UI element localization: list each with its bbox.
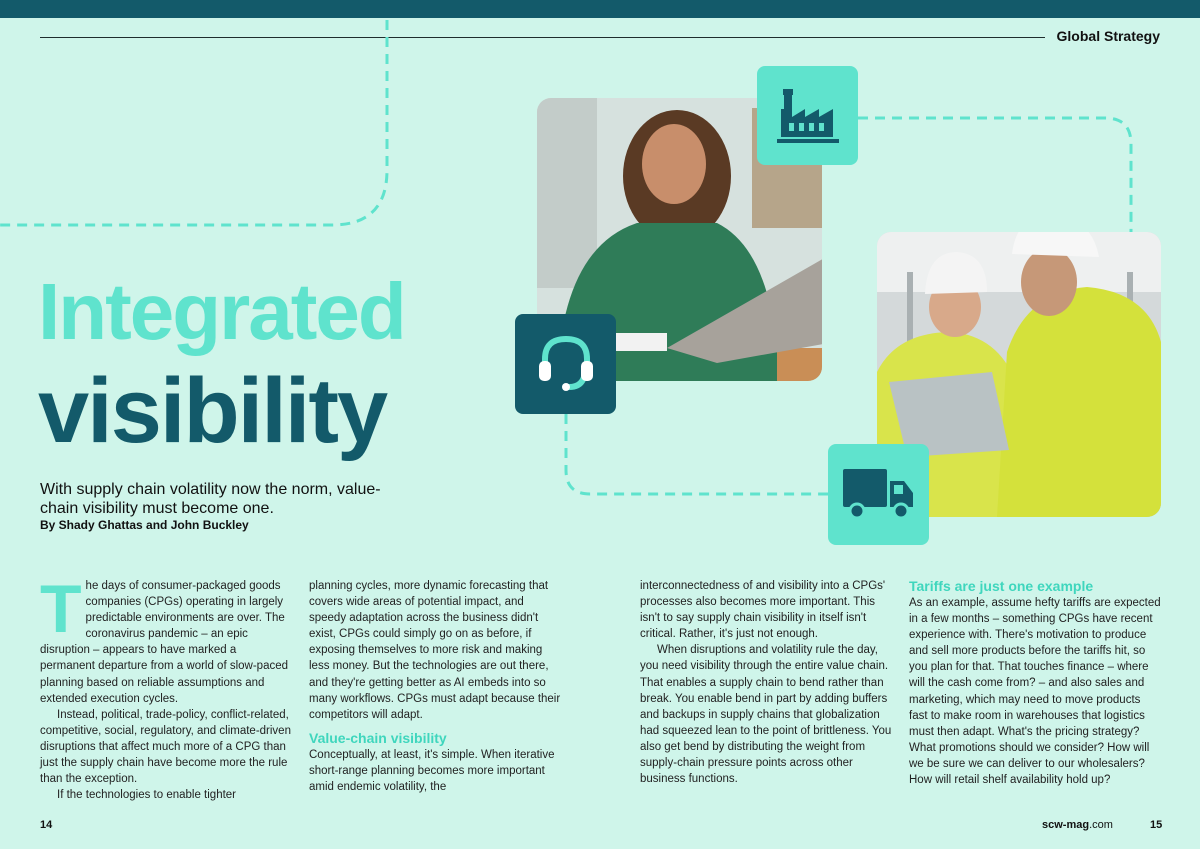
article-column-2 (309, 578, 561, 795)
headset-icon (531, 329, 601, 399)
subhead-tariffs: Tariffs are just one example (909, 578, 1094, 594)
byline: By Shady Ghattas and John Buckley (40, 518, 249, 532)
site-name: scw-mag (1042, 819, 1090, 831)
article-paragraph: he days of consumer-packaged goods companies (CPGs) operating in largely predictable environments are over. The coronavirus pandemic – an epic disruption – appears to have marked a permanent departure from a world of slow-paced planning based on reliable assumptions and extended execution cycles. (40, 580, 289, 705)
article-paragraph: interconnectedness of and visibility into a CPGs' processes also becomes more important. This isn't to say supply chain visibility in itself isn't critical. Rather, it's just not enough. (640, 580, 886, 641)
site-url (1042, 819, 1113, 831)
article-column-1 (40, 571, 292, 803)
article-paragraph: When disruptions and volatility rule the day, you need visibility through the entire value chain. That enables a supply chain to bend rather than break. You enable bend in part by adding buffers and backups in supply chains that globalization had squeezed lean to the point of brittleness. You also get bend by distributing the weight from supply-chain pressure points across other business functions. (640, 644, 892, 786)
article-paragraph: Instead, political, trade-policy, conflict-related, competitive, social, regulatory, and climate-driven disruptions that affect much more of a CPG than just the supply chain have become more the rule than the exception. (40, 708, 291, 786)
truck-tile (828, 444, 929, 545)
drop-cap: T (40, 571, 82, 647)
article-column-4 (909, 578, 1161, 788)
site-tld: .com (1089, 819, 1113, 831)
article-column-3 (640, 578, 892, 787)
standfirst: With supply chain volatility now the norm, value-chain visibility must become one. (40, 481, 381, 517)
headline-line1: Integrated (38, 267, 405, 356)
page-number-right: 15 (1150, 819, 1163, 831)
page-number-left: 14 (40, 819, 53, 831)
factory-icon (775, 83, 841, 149)
section-label: Global Strategy (1056, 28, 1160, 44)
article-paragraph: If the technologies to enable tighter (57, 789, 237, 802)
article-paragraph: Conceptually, at least, it's simple. When iterative short-range planning becomes more important amid endemic volatility, the (309, 748, 555, 794)
truck-icon (841, 465, 917, 525)
factory-tile (757, 66, 858, 165)
headset-tile (515, 314, 616, 414)
article-paragraph: planning cycles, more dynamic forecasting that covers wide areas of potential impact, and speedy adaptation across the business didn't exist, CPGs could simply go on as before, if exposing themselves to more risk and making less money. But the technologies are out there, and they're getting better as AI embeds into so many workflows. CPGs must adapt because their competitors will adapt. (309, 580, 561, 721)
headline-line2: visibility (38, 360, 387, 462)
article-paragraph: As an example, assume hefty tariffs are expected in a few months – something CPGs have recent experience with. There's motivation to produce and sell more products before the tariffs hit, so you plan for that. That touches finance – where will the cash come from? – and also sales and marketing, which may need to move products fast to make room in warehouses that logistics must then adapt. What's the pricing strategy? What promotions should we consider? How will we be sure we can deliver to our wholesalers? How will retail shelf availability hold up? (909, 597, 1161, 787)
subhead-value-chain: Value-chain visibility (309, 729, 447, 746)
